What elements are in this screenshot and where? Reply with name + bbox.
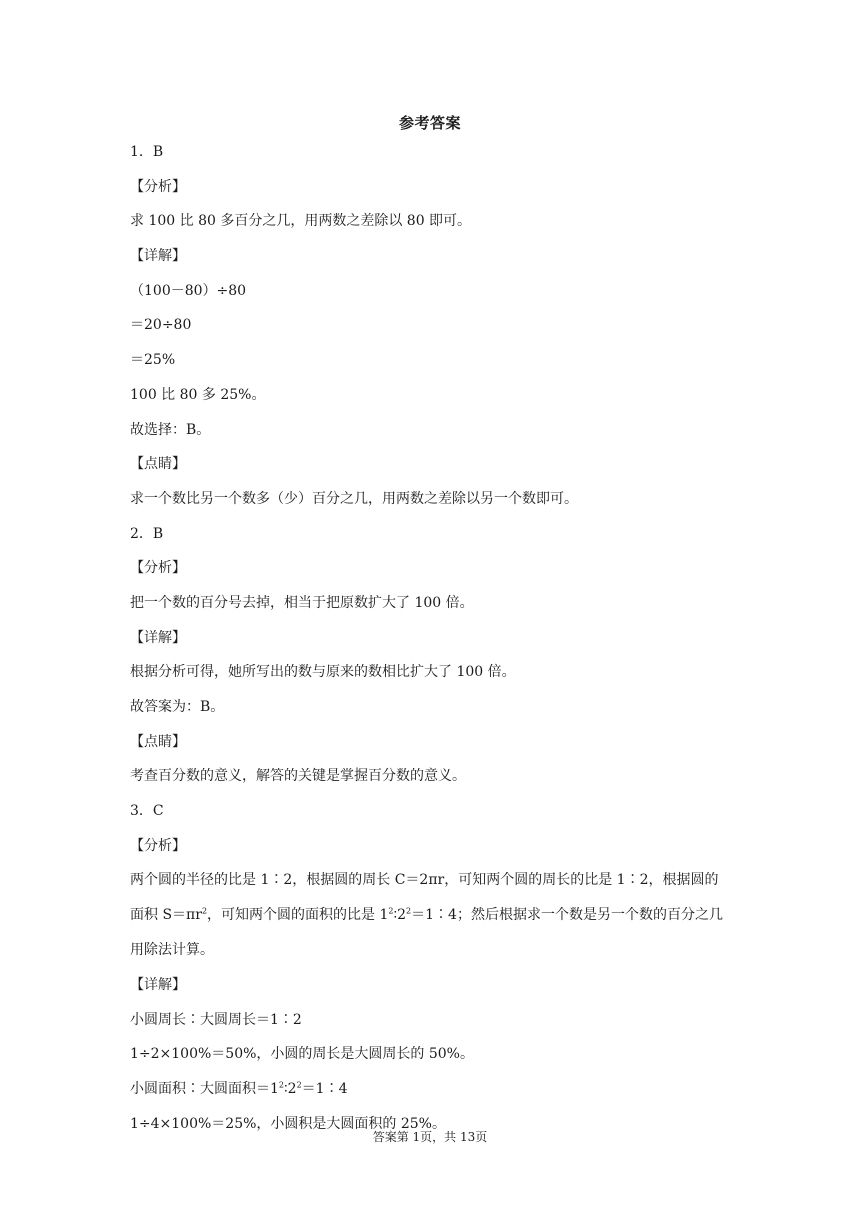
- q3-analysis-text: 两个圆的半径的比是 1∶2，根据圆的周长 C＝2πr，可知两个圆的周长的比是 1∶2，根据圆的面积 $S=\pi r^2$，可知两个圆的面积的比是 $1^2∶2^2=1∶4$；然后根据求一个数是另一个数的百分之几用除法计算。: [130, 871, 723, 958]
- q1-answer: 1．B: [130, 144, 164, 160]
- q2-choice: 故答案为：B。: [130, 699, 225, 715]
- q2-comment-text: 考查百分数的意义，解答的关键是掌握百分数的意义。: [130, 768, 466, 785]
- q1-step-2: ＝20÷80: [130, 317, 192, 334]
- q2-comment-label: 【点睛】: [130, 733, 186, 750]
- q3-detail-label: 【详解】: [130, 976, 186, 993]
- q3-step-1: 小圆周长∶大圆周长＝1∶2: [130, 1011, 302, 1028]
- q3-answer: 3．C: [130, 803, 164, 820]
- q2-detail-text: 根据分析可得，她所写出的数与原来的数相比扩大了 100 倍。: [130, 664, 516, 681]
- q3-analysis-label: 【分析】: [130, 837, 186, 854]
- q2-analysis-label: 【分析】: [130, 560, 186, 577]
- q1-analysis-label: 【分析】: [130, 178, 186, 195]
- page-title: 参考答案: [398, 114, 461, 132]
- q2-detail-label: 【详解】: [130, 629, 186, 646]
- q1-step-3: ＝25%: [130, 352, 176, 369]
- page-footer: 答案第 1页，共 13页: [372, 1130, 488, 1144]
- q1-analysis-text: 求 100 比 80 多百分之几，用两数之差除以 80 即可。: [130, 213, 472, 230]
- q2-answer: 2．B: [130, 525, 164, 542]
- q1-conclusion: 100 比 80 多 25%。: [130, 386, 266, 403]
- q3-step-4: 1÷4×100%＝25%，小圆积是大圆面积的 25%。: [130, 1115, 446, 1132]
- answer-content: [130, 143, 730, 1149]
- q3-step-3: 小圆面积∶大圆面积$=1^2∶2^2=1∶4$: [130, 1080, 348, 1097]
- q3-step-2: 1÷2×100%＝50%，小圆的周长是大圆周长的 50%。: [130, 1046, 474, 1063]
- q1-choice: 故选择：B。: [130, 421, 211, 438]
- q1-step-1: （100－80）÷80: [130, 282, 247, 299]
- q1-comment-label: 【点睛】: [130, 456, 186, 473]
- q1-detail-label: 【详解】: [130, 248, 186, 265]
- q1-comment-text: 求一个数比另一个数多（少）百分之几，用两数之差除以另一个数即可。: [130, 490, 578, 507]
- q2-analysis-text: 把一个数的百分号去掉，相当于把原数扩大了 100 倍。: [130, 594, 474, 611]
